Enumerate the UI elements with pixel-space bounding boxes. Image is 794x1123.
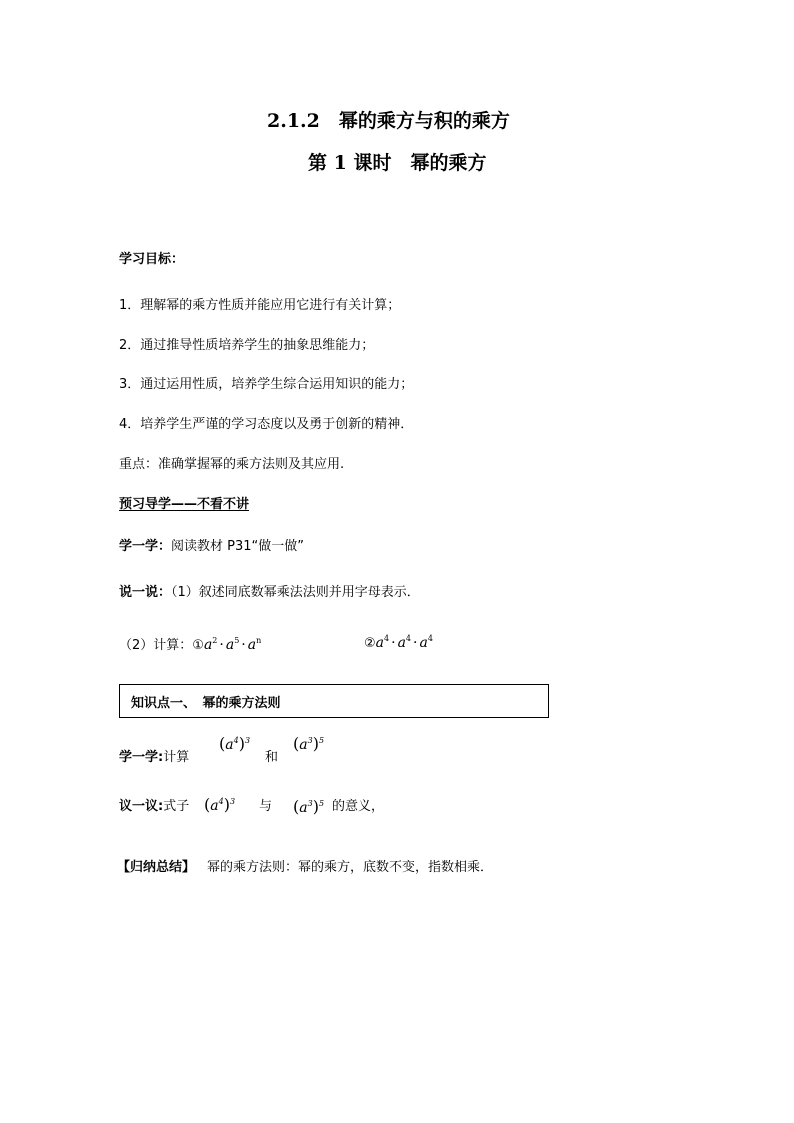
say-text: （1）叙述同底数幂乘法法则并用字母表示． [171, 585, 420, 600]
knowledge-box-title: 知识点一、 幂的乘方法则 [131, 696, 281, 711]
and-text: 和 [265, 750, 279, 765]
discuss-line [119, 795, 189, 814]
with-text: 与 [259, 799, 273, 814]
knowledge-learn-label: 学一学: [119, 750, 164, 765]
objective-item: 2．通过推导性质培养学生的抽象思维能力； [119, 338, 375, 353]
objective-item: 4．培养学生严谨的学习态度以及勇于创新的精神． [119, 417, 414, 432]
discuss-text: 式子 [163, 799, 190, 814]
meaning-text: 的意义， [332, 799, 385, 814]
calc-line [119, 634, 261, 653]
objective-item: 1．理解幂的乘方性质并能应用它进行有关计算； [119, 298, 401, 313]
power-expression-2: $(a^3)^5$ [293, 734, 325, 753]
say-label: 说一说： [119, 585, 172, 600]
summary-label: 【归纳总结】 [117, 860, 196, 875]
calc1-number: ① [192, 638, 204, 653]
lesson-subtitle: 第 1 课时 幂的乘方 [308, 152, 487, 174]
power-expression-1: $(a^4)^3$ [219, 734, 251, 753]
knowledge-learn-text: 计算 [163, 750, 190, 765]
objective-item: 3．通过运用性质，培养学生综合运用知识的能力； [119, 377, 414, 392]
preview-heading: 预习导学——不看不讲 [119, 497, 250, 512]
knowledge-learn-label-line [119, 746, 189, 765]
learn-line [119, 535, 304, 554]
calc2-expression: $a^4 \cdot a^4 \cdot a^4$ [375, 634, 433, 651]
key-point: 重点：准确掌握幂的乘方法则及其应用. [119, 457, 345, 472]
calc2-line [364, 634, 433, 651]
calc2-number: ② [364, 636, 376, 651]
power-expression-2-discuss: $(a^3)^5$ [293, 797, 325, 816]
summary-line [117, 856, 493, 875]
page-title: 2.1.2 幂的乘方与积的乘方 [267, 110, 510, 132]
discuss-label: 议一议: [119, 799, 164, 814]
calc-label: （2）计算： [119, 638, 193, 653]
say-line [119, 581, 420, 600]
learn-label: 学一学： [119, 539, 172, 554]
power-expression-1-discuss: $(a^4)^3$ [204, 795, 236, 814]
objectives-heading: 学习目标： [119, 252, 185, 267]
learn-text: 阅读教材 P31“做一做” [171, 539, 304, 554]
summary-text: 幂的乘方法则：幂的乘方，底数不变，指数相乘． [207, 860, 494, 875]
calc1-expression: $a^2 \cdot a^5 \cdot a^n$ [203, 636, 262, 653]
